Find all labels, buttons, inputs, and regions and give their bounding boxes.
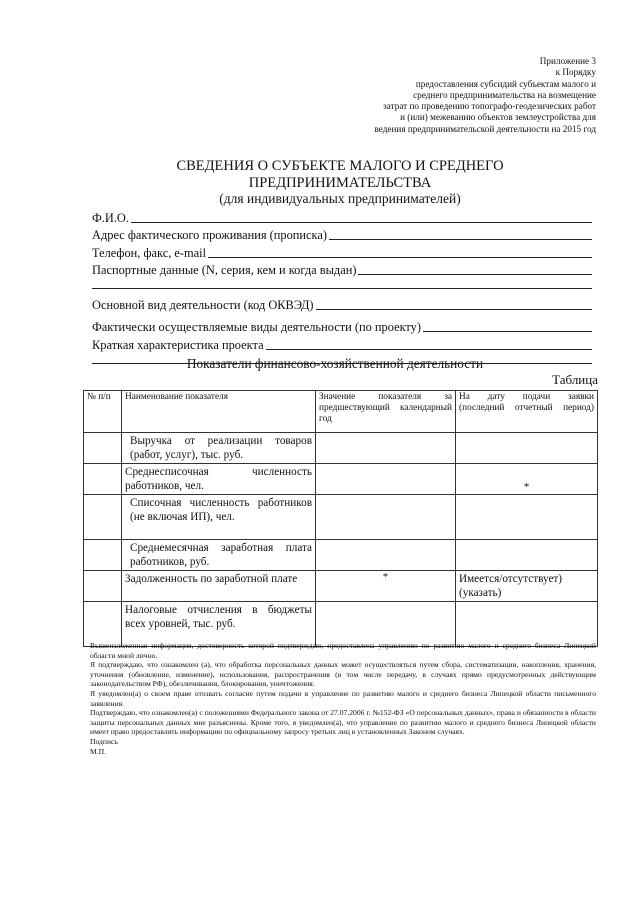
row-prev[interactable] (316, 495, 456, 540)
appendix-line: ведения предпринимательской деятельности на 2015 год (374, 123, 596, 134)
appendix-line: и (или) межеванию объектов землеустройства для (400, 112, 596, 123)
actual-activity-label: Фактически осуществляемые виды деятельности (по проекту) (92, 320, 421, 334)
row-num (84, 433, 122, 464)
row-prev[interactable] (316, 602, 456, 647)
row-name: Налоговые отчисления в бюджеты всех уровней, тыс. руб. (122, 602, 316, 647)
row-date[interactable] (456, 495, 598, 540)
project-field[interactable] (92, 335, 592, 353)
row-date[interactable]: Имеется/отсутствует) (указать) (456, 571, 598, 602)
row-prev[interactable] (316, 433, 456, 464)
phone-field[interactable] (92, 243, 592, 261)
passport-label: Паспортные данные (N, серия, кем и когда выдан) (92, 263, 357, 277)
actual-activity-field[interactable] (92, 318, 592, 336)
table-row (84, 464, 598, 495)
fio-line[interactable] (131, 222, 592, 223)
fio-field[interactable] (92, 208, 592, 226)
passport-field[interactable] (92, 261, 592, 279)
header-name: Наименование показателя (122, 391, 316, 433)
table-row (84, 571, 598, 602)
title-line-2: ПРЕДПРИНИМАТЕЛЬСТВА (248, 174, 432, 191)
row-name: Среднесписочная численность работников, чел. (122, 464, 316, 495)
phone-line[interactable] (208, 257, 592, 258)
row-date[interactable] (456, 540, 598, 571)
appendix-line: затрат по проведению топографо-геодезических работ (383, 101, 596, 112)
section-title: Показатели финансово-хозяйственной деятельности (186, 356, 484, 371)
okved-field[interactable] (92, 295, 592, 313)
header-date: На дату подачи заявки (последний отчетный период) (456, 391, 598, 433)
appendix-header (236, 56, 596, 135)
consent-paragraph-3: Я уведомлен(а) о своем праве отозвать согласие путем подачи в управление по развитию малого и среднего бизнеса Липецкой области письменного заявления. (90, 688, 596, 708)
row-date[interactable] (456, 433, 598, 464)
project-label: Краткая характеристика проекта (92, 337, 264, 352)
okved-label: Основной вид деятельности (код ОКВЭД) (92, 297, 314, 312)
table-row (84, 540, 598, 571)
consent-paragraph-2: Я подтверждаю, что ознакомлен (а), что обработка персональных данных может осуществляться путем сбора, систематизации, накопления, хранения, уточнения (обновление, изменение), использования, распространения (в том числе передачу, в случаях прямо предусмотренных действующим законодательством РФ), обезличивания, блокирования, уничтожения. (90, 660, 596, 689)
row-date[interactable] (456, 602, 598, 647)
row-num (84, 540, 122, 571)
passport-extra-line[interactable] (92, 278, 592, 289)
row-num (84, 464, 122, 495)
appendix-line: предоставления субсидий субъектам малого и (415, 78, 596, 89)
title-line-1: СВЕДЕНИЯ О СУБЪЕКТЕ МАЛОГО И СРЕДНЕГО (176, 158, 504, 174)
header-prev: Значение показателя за предшествующий календарный год (316, 391, 456, 433)
consent-paragraph-4: Подтверждаю, что ознакомлен(а) с положениями Федерального закона от 27.07.2006 г. №152-ФЗ «О персональных данных», права и обязанности в области защиты персональных данных мне разъяснены. Кроме того, я уведомлен(а), что управление по развитию малого и среднего бизнеса Липецкой области имеет право предоставлять информацию по официальному запросу третьих лиц в установленных Законом случаях. (90, 708, 596, 737)
fio-label: Ф.И.О. (92, 210, 129, 225)
header-num: № п/п (84, 391, 122, 433)
financial-table (83, 390, 598, 647)
row-num (84, 495, 122, 540)
actual-activity-line[interactable] (423, 331, 592, 332)
document-title (60, 158, 620, 208)
table-row (84, 602, 598, 647)
row-prev[interactable]: * (316, 571, 456, 602)
address-field[interactable] (92, 226, 592, 244)
seal-label: М.П. (90, 746, 107, 756)
table-header-row (84, 391, 598, 433)
passport-line[interactable] (358, 274, 592, 275)
consent-paragraph-1: Вышеизложенная информация, достоверность которой подтверждаю, предоставлена управлению по развитию малого и среднего бизнеса Липецкой области мной лично. (90, 641, 596, 660)
title-subtitle: (для индивидуальных предпринимателей) (219, 191, 461, 206)
address-label: Адрес фактического проживания (прописка) (92, 228, 327, 242)
row-num (84, 571, 122, 602)
row-name: Списочная численность работников (не включая ИП), чел. (122, 495, 316, 540)
applicant-fields (92, 208, 592, 370)
table-row (84, 495, 598, 540)
signature-label: Подпись (90, 736, 118, 746)
row-name: Задолженность по заработной плате (122, 571, 316, 602)
row-prev[interactable] (316, 464, 456, 495)
consent-footer (90, 641, 596, 756)
table-row (84, 433, 598, 464)
appendix-line: Приложение 3 (539, 56, 596, 66)
okved-line[interactable] (316, 309, 592, 310)
appendix-line: среднего предпринимательства на возмещение (413, 89, 596, 100)
row-name: Среднемесячная заработная плата работников, руб. (122, 540, 316, 571)
row-date[interactable]: * (456, 464, 598, 495)
project-line[interactable] (266, 349, 592, 350)
row-prev[interactable] (316, 540, 456, 571)
appendix-line: к Порядку (555, 67, 596, 78)
row-name: Выручка от реализации товаров (работ, услуг), тыс. руб. (122, 433, 316, 464)
table-label: Таблица (552, 372, 598, 387)
phone-label: Телефон, факс, e-mail (92, 245, 207, 260)
row-num (84, 602, 122, 647)
address-line[interactable] (329, 239, 592, 240)
